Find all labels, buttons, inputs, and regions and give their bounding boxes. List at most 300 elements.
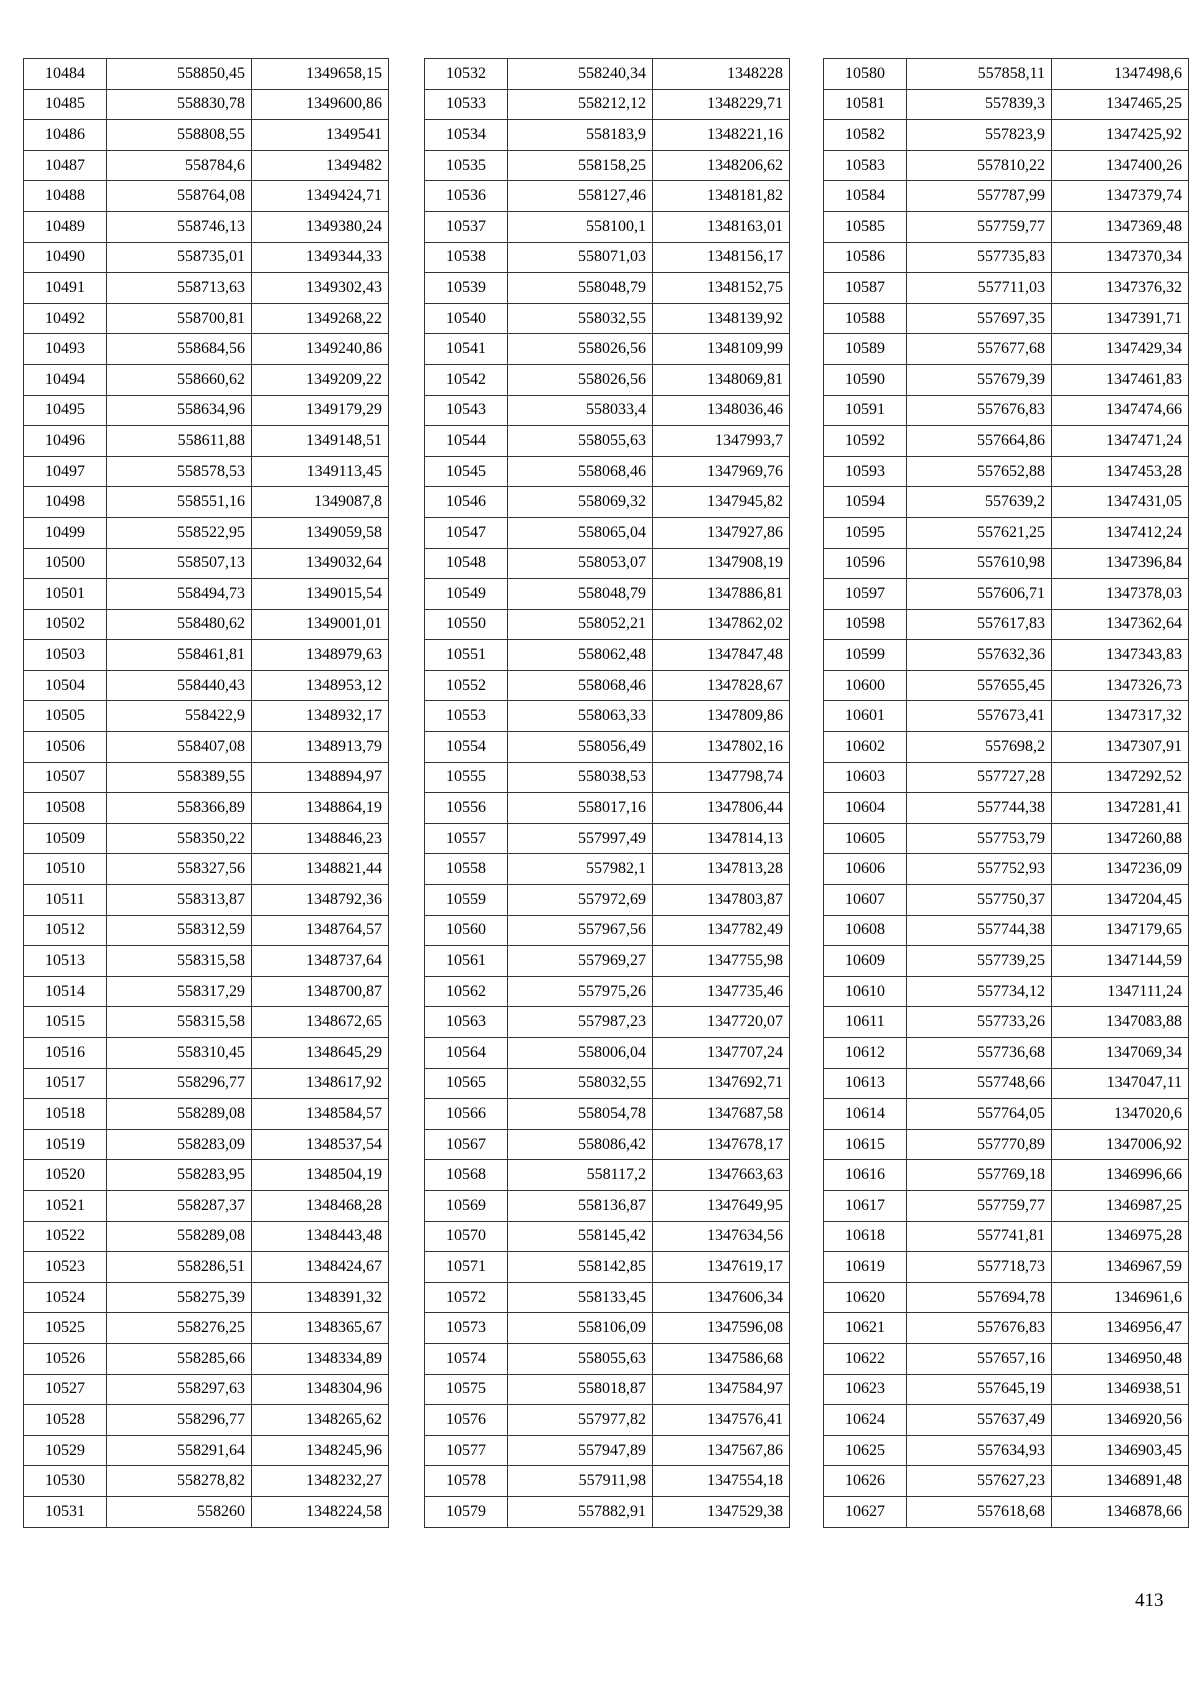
y-coordinate-cell: 1348265,62 xyxy=(252,1405,389,1436)
table-row xyxy=(425,1129,790,1160)
point-number-cell: 10603 xyxy=(824,762,907,793)
table-row xyxy=(425,1313,790,1344)
table-row xyxy=(425,59,790,90)
y-coordinate-cell: 1348953,12 xyxy=(252,670,389,701)
x-coordinate-cell: 558017,16 xyxy=(508,793,653,824)
y-coordinate-cell: 1347069,34 xyxy=(1052,1038,1189,1069)
table-row xyxy=(824,273,1189,304)
x-coordinate-cell: 558275,39 xyxy=(107,1282,252,1313)
y-coordinate-cell: 1349302,43 xyxy=(252,273,389,304)
table-row xyxy=(425,487,790,518)
table-row xyxy=(425,701,790,732)
y-coordinate-cell: 1346961,6 xyxy=(1052,1282,1189,1313)
table-row xyxy=(824,1221,1189,1252)
table-row xyxy=(24,762,389,793)
y-coordinate-cell: 1348913,79 xyxy=(252,732,389,763)
y-coordinate-cell: 1347993,7 xyxy=(653,426,790,457)
y-coordinate-cell: 1346950,48 xyxy=(1052,1343,1189,1374)
y-coordinate-cell: 1347006,92 xyxy=(1052,1129,1189,1160)
table-row xyxy=(24,120,389,151)
point-number-cell: 10541 xyxy=(425,334,508,365)
y-coordinate-cell: 1346987,25 xyxy=(1052,1190,1189,1221)
point-number-cell: 10598 xyxy=(824,609,907,640)
point-number-cell: 10526 xyxy=(24,1343,107,1374)
y-coordinate-cell: 1349113,45 xyxy=(252,456,389,487)
point-number-cell: 10623 xyxy=(824,1374,907,1405)
x-coordinate-cell: 558713,63 xyxy=(107,273,252,304)
table-row xyxy=(24,181,389,212)
y-coordinate-cell: 1347498,6 xyxy=(1052,59,1189,90)
point-number-cell: 10514 xyxy=(24,976,107,1007)
y-coordinate-cell: 1346920,56 xyxy=(1052,1405,1189,1436)
y-coordinate-cell: 1349482 xyxy=(252,150,389,181)
table-row xyxy=(824,150,1189,181)
y-coordinate-cell: 1347813,28 xyxy=(653,854,790,885)
x-coordinate-cell: 558033,4 xyxy=(508,395,653,426)
table-row xyxy=(24,1496,389,1527)
y-coordinate-cell: 1347586,68 xyxy=(653,1343,790,1374)
x-coordinate-cell: 558422,9 xyxy=(107,701,252,732)
table-row xyxy=(24,426,389,457)
y-coordinate-cell: 1349148,51 xyxy=(252,426,389,457)
x-coordinate-cell: 557977,82 xyxy=(508,1405,653,1436)
y-coordinate-cell: 1348391,32 xyxy=(252,1282,389,1313)
x-coordinate-cell: 557676,83 xyxy=(907,1313,1052,1344)
table-row xyxy=(824,517,1189,548)
point-number-cell: 10508 xyxy=(24,793,107,824)
table-row xyxy=(824,762,1189,793)
table-row xyxy=(425,1068,790,1099)
x-coordinate-cell: 558278,82 xyxy=(107,1466,252,1497)
table-row xyxy=(824,1343,1189,1374)
table-row xyxy=(824,1466,1189,1497)
point-number-cell: 10490 xyxy=(24,242,107,273)
point-number-cell: 10546 xyxy=(425,487,508,518)
x-coordinate-cell: 558006,04 xyxy=(508,1038,653,1069)
y-coordinate-cell: 1347720,07 xyxy=(653,1007,790,1038)
table-row xyxy=(24,854,389,885)
y-coordinate-cell: 1347379,74 xyxy=(1052,181,1189,212)
y-coordinate-cell: 1347281,41 xyxy=(1052,793,1189,824)
x-coordinate-cell: 557657,16 xyxy=(907,1343,1052,1374)
point-number-cell: 10507 xyxy=(24,762,107,793)
x-coordinate-cell: 558830,78 xyxy=(107,89,252,120)
y-coordinate-cell: 1347692,71 xyxy=(653,1068,790,1099)
point-number-cell: 10511 xyxy=(24,885,107,916)
y-coordinate-cell: 1347809,86 xyxy=(653,701,790,732)
x-coordinate-cell: 557741,81 xyxy=(907,1221,1052,1252)
table-row xyxy=(824,1282,1189,1313)
coordinates-table-3 xyxy=(823,58,1189,1528)
point-number-cell: 10591 xyxy=(824,395,907,426)
table-row xyxy=(425,456,790,487)
point-number-cell: 10593 xyxy=(824,456,907,487)
point-number-cell: 10565 xyxy=(425,1068,508,1099)
table-row xyxy=(24,670,389,701)
y-coordinate-cell: 1348864,19 xyxy=(252,793,389,824)
y-coordinate-cell: 1347307,91 xyxy=(1052,732,1189,763)
table-row xyxy=(24,609,389,640)
point-number-cell: 10487 xyxy=(24,150,107,181)
point-number-cell: 10566 xyxy=(425,1099,508,1130)
y-coordinate-cell: 1347020,6 xyxy=(1052,1099,1189,1130)
point-number-cell: 10599 xyxy=(824,640,907,671)
x-coordinate-cell: 558634,96 xyxy=(107,395,252,426)
table-row xyxy=(425,885,790,916)
point-number-cell: 10492 xyxy=(24,303,107,334)
point-number-cell: 10542 xyxy=(425,364,508,395)
point-number-cell: 10611 xyxy=(824,1007,907,1038)
table-row xyxy=(425,1038,790,1069)
y-coordinate-cell: 1347908,19 xyxy=(653,548,790,579)
y-coordinate-cell: 1347396,84 xyxy=(1052,548,1189,579)
x-coordinate-cell: 558100,1 xyxy=(508,211,653,242)
table-row xyxy=(824,487,1189,518)
x-coordinate-cell: 558297,63 xyxy=(107,1374,252,1405)
point-number-cell: 10501 xyxy=(24,579,107,610)
table-row xyxy=(824,181,1189,212)
point-number-cell: 10513 xyxy=(24,946,107,977)
point-number-cell: 10572 xyxy=(425,1282,508,1313)
point-number-cell: 10560 xyxy=(425,915,508,946)
point-number-cell: 10503 xyxy=(24,640,107,671)
x-coordinate-cell: 557606,71 xyxy=(907,579,1052,610)
y-coordinate-cell: 1347707,24 xyxy=(653,1038,790,1069)
point-number-cell: 10597 xyxy=(824,579,907,610)
table-row xyxy=(24,1221,389,1252)
table-row xyxy=(824,1374,1189,1405)
y-coordinate-cell: 1347828,67 xyxy=(653,670,790,701)
x-coordinate-cell: 558480,62 xyxy=(107,609,252,640)
point-number-cell: 10553 xyxy=(425,701,508,732)
point-number-cell: 10588 xyxy=(824,303,907,334)
y-coordinate-cell: 1348139,92 xyxy=(653,303,790,334)
table-row xyxy=(24,211,389,242)
y-coordinate-cell: 1349240,86 xyxy=(252,334,389,365)
point-number-cell: 10534 xyxy=(425,120,508,151)
x-coordinate-cell: 558068,46 xyxy=(508,670,653,701)
x-coordinate-cell: 558069,32 xyxy=(508,487,653,518)
point-number-cell: 10539 xyxy=(425,273,508,304)
x-coordinate-cell: 558389,55 xyxy=(107,762,252,793)
y-coordinate-cell: 1347047,11 xyxy=(1052,1068,1189,1099)
point-number-cell: 10626 xyxy=(824,1466,907,1497)
point-number-cell: 10523 xyxy=(24,1252,107,1283)
point-number-cell: 10518 xyxy=(24,1099,107,1130)
table-row xyxy=(24,640,389,671)
x-coordinate-cell: 557759,77 xyxy=(907,1190,1052,1221)
x-coordinate-cell: 557711,03 xyxy=(907,273,1052,304)
x-coordinate-cell: 558350,22 xyxy=(107,823,252,854)
x-coordinate-cell: 557673,41 xyxy=(907,701,1052,732)
y-coordinate-cell: 1348617,92 xyxy=(252,1068,389,1099)
x-coordinate-cell: 558285,66 xyxy=(107,1343,252,1374)
y-coordinate-cell: 1347391,71 xyxy=(1052,303,1189,334)
table-row xyxy=(824,456,1189,487)
table-row xyxy=(824,701,1189,732)
y-coordinate-cell: 1348504,19 xyxy=(252,1160,389,1191)
table-row xyxy=(24,1466,389,1497)
point-number-cell: 10624 xyxy=(824,1405,907,1436)
point-number-cell: 10608 xyxy=(824,915,907,946)
y-coordinate-cell: 1347317,32 xyxy=(1052,701,1189,732)
point-number-cell: 10559 xyxy=(425,885,508,916)
point-number-cell: 10613 xyxy=(824,1068,907,1099)
y-coordinate-cell: 1347179,65 xyxy=(1052,915,1189,946)
y-coordinate-cell: 1347649,95 xyxy=(653,1190,790,1221)
table-row xyxy=(824,1252,1189,1283)
x-coordinate-cell: 558287,37 xyxy=(107,1190,252,1221)
table-row xyxy=(824,823,1189,854)
y-coordinate-cell: 1347369,48 xyxy=(1052,211,1189,242)
x-coordinate-cell: 558038,53 xyxy=(508,762,653,793)
y-coordinate-cell: 1348228 xyxy=(653,59,790,90)
point-number-cell: 10550 xyxy=(425,609,508,640)
table-row xyxy=(24,456,389,487)
point-number-cell: 10498 xyxy=(24,487,107,518)
y-coordinate-cell: 1349380,24 xyxy=(252,211,389,242)
x-coordinate-cell: 557987,23 xyxy=(508,1007,653,1038)
point-number-cell: 10596 xyxy=(824,548,907,579)
x-coordinate-cell: 557617,83 xyxy=(907,609,1052,640)
point-number-cell: 10499 xyxy=(24,517,107,548)
y-coordinate-cell: 1348152,75 xyxy=(653,273,790,304)
point-number-cell: 10522 xyxy=(24,1221,107,1252)
table-row xyxy=(824,89,1189,120)
y-coordinate-cell: 1348894,97 xyxy=(252,762,389,793)
y-coordinate-cell: 1348229,71 xyxy=(653,89,790,120)
point-number-cell: 10544 xyxy=(425,426,508,457)
point-number-cell: 10606 xyxy=(824,854,907,885)
table-row xyxy=(24,334,389,365)
point-number-cell: 10571 xyxy=(425,1252,508,1283)
x-coordinate-cell: 558764,08 xyxy=(107,181,252,212)
table-row xyxy=(24,273,389,304)
x-coordinate-cell: 558260 xyxy=(107,1496,252,1527)
table-row xyxy=(24,1160,389,1191)
y-coordinate-cell: 1348304,96 xyxy=(252,1374,389,1405)
point-number-cell: 10556 xyxy=(425,793,508,824)
table-row xyxy=(824,211,1189,242)
table-row xyxy=(425,426,790,457)
y-coordinate-cell: 1348584,57 xyxy=(252,1099,389,1130)
table-row xyxy=(425,1190,790,1221)
point-number-cell: 10617 xyxy=(824,1190,907,1221)
table-row xyxy=(425,517,790,548)
table-row xyxy=(425,1466,790,1497)
x-coordinate-cell: 558055,63 xyxy=(508,1343,653,1374)
y-coordinate-cell: 1347378,03 xyxy=(1052,579,1189,610)
x-coordinate-cell: 558183,9 xyxy=(508,120,653,151)
x-coordinate-cell: 558063,33 xyxy=(508,701,653,732)
x-coordinate-cell: 558133,45 xyxy=(508,1282,653,1313)
y-coordinate-cell: 1349658,15 xyxy=(252,59,389,90)
table-row xyxy=(425,579,790,610)
y-coordinate-cell: 1347236,09 xyxy=(1052,854,1189,885)
x-coordinate-cell: 558296,77 xyxy=(107,1405,252,1436)
x-coordinate-cell: 557975,26 xyxy=(508,976,653,1007)
point-number-cell: 10536 xyxy=(425,181,508,212)
x-coordinate-cell: 558746,13 xyxy=(107,211,252,242)
y-coordinate-cell: 1347678,17 xyxy=(653,1129,790,1160)
y-coordinate-cell: 1348846,23 xyxy=(252,823,389,854)
y-coordinate-cell: 1348468,28 xyxy=(252,1190,389,1221)
x-coordinate-cell: 558240,34 xyxy=(508,59,653,90)
point-number-cell: 10496 xyxy=(24,426,107,457)
point-number-cell: 10509 xyxy=(24,823,107,854)
y-coordinate-cell: 1348069,81 xyxy=(653,364,790,395)
x-coordinate-cell: 558440,43 xyxy=(107,670,252,701)
table-row xyxy=(425,1221,790,1252)
x-coordinate-cell: 558850,45 xyxy=(107,59,252,90)
y-coordinate-cell: 1348163,01 xyxy=(653,211,790,242)
point-number-cell: 10510 xyxy=(24,854,107,885)
table-row xyxy=(824,670,1189,701)
table-row xyxy=(24,1190,389,1221)
x-coordinate-cell: 557664,86 xyxy=(907,426,1052,457)
table-row xyxy=(425,762,790,793)
point-number-cell: 10532 xyxy=(425,59,508,90)
x-coordinate-cell: 557676,83 xyxy=(907,395,1052,426)
y-coordinate-cell: 1347425,92 xyxy=(1052,120,1189,151)
point-number-cell: 10580 xyxy=(824,59,907,90)
point-number-cell: 10517 xyxy=(24,1068,107,1099)
y-coordinate-cell: 1348232,27 xyxy=(252,1466,389,1497)
x-coordinate-cell: 558578,53 xyxy=(107,456,252,487)
x-coordinate-cell: 557639,2 xyxy=(907,487,1052,518)
table-row xyxy=(824,793,1189,824)
point-number-cell: 10557 xyxy=(425,823,508,854)
table-row xyxy=(24,59,389,90)
y-coordinate-cell: 1347083,88 xyxy=(1052,1007,1189,1038)
x-coordinate-cell: 558283,95 xyxy=(107,1160,252,1191)
y-coordinate-cell: 1347663,63 xyxy=(653,1160,790,1191)
y-coordinate-cell: 1348764,57 xyxy=(252,915,389,946)
y-coordinate-cell: 1348036,46 xyxy=(653,395,790,426)
page-number: 413 xyxy=(1135,1590,1164,1611)
point-number-cell: 10604 xyxy=(824,793,907,824)
y-coordinate-cell: 1347755,98 xyxy=(653,946,790,977)
point-number-cell: 10500 xyxy=(24,548,107,579)
point-number-cell: 10615 xyxy=(824,1129,907,1160)
x-coordinate-cell: 557734,12 xyxy=(907,976,1052,1007)
x-coordinate-cell: 558366,89 xyxy=(107,793,252,824)
table-row xyxy=(824,1068,1189,1099)
y-coordinate-cell: 1347634,56 xyxy=(653,1221,790,1252)
table-row xyxy=(425,1282,790,1313)
x-coordinate-cell: 558808,55 xyxy=(107,120,252,151)
y-coordinate-cell: 1348206,62 xyxy=(653,150,790,181)
x-coordinate-cell: 557694,78 xyxy=(907,1282,1052,1313)
y-coordinate-cell: 1347567,86 xyxy=(653,1435,790,1466)
y-coordinate-cell: 1347806,44 xyxy=(653,793,790,824)
x-coordinate-cell: 557735,83 xyxy=(907,242,1052,273)
point-number-cell: 10610 xyxy=(824,976,907,1007)
x-coordinate-cell: 557634,93 xyxy=(907,1435,1052,1466)
table-row xyxy=(24,823,389,854)
point-number-cell: 10540 xyxy=(425,303,508,334)
y-coordinate-cell: 1348109,99 xyxy=(653,334,790,365)
x-coordinate-cell: 557733,26 xyxy=(907,1007,1052,1038)
point-number-cell: 10609 xyxy=(824,946,907,977)
x-coordinate-cell: 558507,13 xyxy=(107,548,252,579)
x-coordinate-cell: 558522,95 xyxy=(107,517,252,548)
point-number-cell: 10581 xyxy=(824,89,907,120)
x-coordinate-cell: 557770,89 xyxy=(907,1129,1052,1160)
table-row xyxy=(24,1313,389,1344)
x-coordinate-cell: 558127,46 xyxy=(508,181,653,212)
point-number-cell: 10533 xyxy=(425,89,508,120)
point-number-cell: 10531 xyxy=(24,1496,107,1527)
x-coordinate-cell: 557911,98 xyxy=(508,1466,653,1497)
table-row xyxy=(425,1374,790,1405)
point-number-cell: 10529 xyxy=(24,1435,107,1466)
table-row xyxy=(425,1252,790,1283)
y-coordinate-cell: 1346938,51 xyxy=(1052,1374,1189,1405)
x-coordinate-cell: 557752,93 xyxy=(907,854,1052,885)
x-coordinate-cell: 558312,59 xyxy=(107,915,252,946)
point-number-cell: 10525 xyxy=(24,1313,107,1344)
y-coordinate-cell: 1349600,86 xyxy=(252,89,389,120)
y-coordinate-cell: 1347429,34 xyxy=(1052,334,1189,365)
x-coordinate-cell: 557627,23 xyxy=(907,1466,1052,1497)
point-number-cell: 10590 xyxy=(824,364,907,395)
x-coordinate-cell: 558313,87 xyxy=(107,885,252,916)
y-coordinate-cell: 1347619,17 xyxy=(653,1252,790,1283)
table-row xyxy=(824,1038,1189,1069)
x-coordinate-cell: 558611,88 xyxy=(107,426,252,457)
y-coordinate-cell: 1349424,71 xyxy=(252,181,389,212)
y-coordinate-cell: 1347576,41 xyxy=(653,1405,790,1436)
table-row xyxy=(24,793,389,824)
y-coordinate-cell: 1347343,83 xyxy=(1052,640,1189,671)
y-coordinate-cell: 1348700,87 xyxy=(252,976,389,1007)
table-row xyxy=(425,732,790,763)
point-number-cell: 10605 xyxy=(824,823,907,854)
point-number-cell: 10575 xyxy=(425,1374,508,1405)
x-coordinate-cell: 558735,01 xyxy=(107,242,252,273)
point-number-cell: 10545 xyxy=(425,456,508,487)
y-coordinate-cell: 1348737,64 xyxy=(252,946,389,977)
y-coordinate-cell: 1346975,28 xyxy=(1052,1221,1189,1252)
y-coordinate-cell: 1347260,88 xyxy=(1052,823,1189,854)
point-number-cell: 10600 xyxy=(824,670,907,701)
table-row xyxy=(24,1282,389,1313)
table-row xyxy=(824,1099,1189,1130)
x-coordinate-cell: 558317,29 xyxy=(107,976,252,1007)
table-row xyxy=(24,1435,389,1466)
table-row xyxy=(425,823,790,854)
point-number-cell: 10589 xyxy=(824,334,907,365)
table-row xyxy=(24,885,389,916)
x-coordinate-cell: 557652,88 xyxy=(907,456,1052,487)
x-coordinate-cell: 558018,87 xyxy=(508,1374,653,1405)
point-number-cell: 10552 xyxy=(425,670,508,701)
x-coordinate-cell: 557739,25 xyxy=(907,946,1052,977)
y-coordinate-cell: 1347461,83 xyxy=(1052,364,1189,395)
x-coordinate-cell: 558062,48 xyxy=(508,640,653,671)
table-row xyxy=(425,976,790,1007)
x-coordinate-cell: 557621,25 xyxy=(907,517,1052,548)
table-row xyxy=(824,1007,1189,1038)
table-row xyxy=(24,150,389,181)
point-number-cell: 10618 xyxy=(824,1221,907,1252)
x-coordinate-cell: 558054,78 xyxy=(508,1099,653,1130)
x-coordinate-cell: 558052,21 xyxy=(508,609,653,640)
x-coordinate-cell: 557997,49 xyxy=(508,823,653,854)
point-number-cell: 10620 xyxy=(824,1282,907,1313)
y-coordinate-cell: 1347204,45 xyxy=(1052,885,1189,916)
